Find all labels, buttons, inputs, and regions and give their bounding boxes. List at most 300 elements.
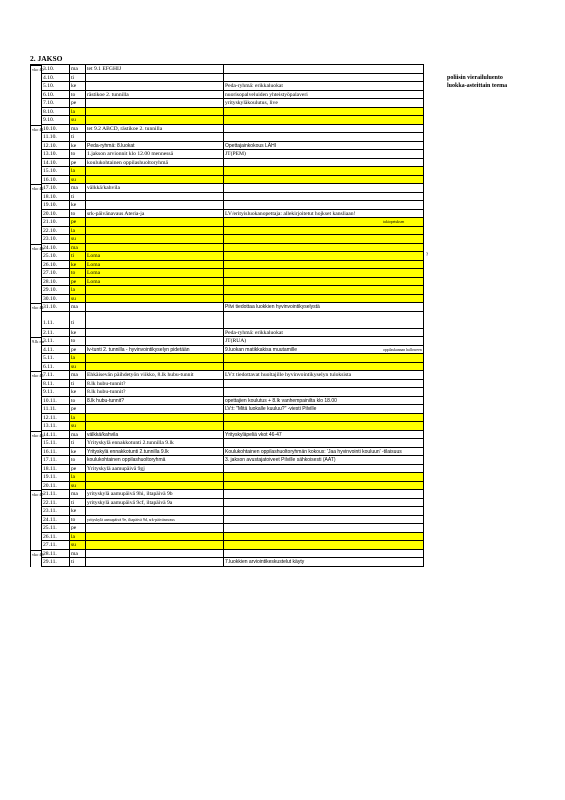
date-cell bbox=[42, 176, 70, 185]
date-cell bbox=[42, 541, 70, 550]
day-cell-text: pe bbox=[71, 346, 77, 353]
date-cell bbox=[42, 516, 70, 525]
event-cell bbox=[86, 201, 224, 210]
date-cell bbox=[42, 397, 70, 406]
note-cell bbox=[224, 167, 424, 176]
date-cell-text: 21.10. bbox=[43, 219, 57, 225]
day-cell bbox=[70, 482, 86, 491]
week-cell bbox=[31, 108, 42, 117]
day-cell-text: pe bbox=[71, 219, 77, 225]
note-cell bbox=[224, 176, 424, 185]
week-cell bbox=[31, 465, 42, 474]
day-cell bbox=[70, 269, 86, 278]
date-cell-text: 14.10. bbox=[43, 159, 57, 166]
event-cell-text: Loma bbox=[87, 278, 101, 285]
date-cell bbox=[42, 261, 70, 270]
event-cell-text: välkkä/kahvila bbox=[87, 185, 120, 191]
day-cell-text: pe bbox=[71, 278, 77, 285]
date-cell bbox=[42, 218, 70, 227]
day-cell-text: to bbox=[71, 457, 76, 463]
event-cell bbox=[86, 184, 224, 193]
date-cell bbox=[42, 380, 70, 389]
event-cell-text: 1.jakson arvionnit klo 12.00 mennessä bbox=[87, 151, 174, 157]
table-row bbox=[31, 210, 424, 219]
event-cell-text: Yrityskylä ennakkotunti 2.tunnilla 9.lk bbox=[87, 440, 174, 446]
day-cell bbox=[70, 516, 86, 525]
note-cell bbox=[224, 388, 424, 397]
table-row bbox=[31, 482, 424, 491]
date-cell bbox=[42, 524, 70, 533]
table-row bbox=[31, 405, 424, 414]
table-row bbox=[31, 371, 424, 380]
date-cell-text: 13.10. bbox=[43, 151, 57, 157]
event-cell-text: rästikoe 2. tunnilla bbox=[87, 91, 129, 98]
date-cell-text: 26.10. bbox=[43, 261, 57, 268]
day-cell-text: su bbox=[71, 482, 76, 489]
note-cell bbox=[224, 227, 424, 236]
table-row bbox=[31, 456, 424, 465]
date-cell bbox=[42, 227, 70, 236]
day-cell-text: su bbox=[71, 236, 76, 242]
event-cell bbox=[86, 252, 224, 261]
day-cell-text: su bbox=[71, 176, 76, 183]
event-cell bbox=[86, 465, 224, 474]
note-cell bbox=[224, 269, 424, 278]
day-cell-text: to bbox=[71, 270, 76, 276]
event-cell bbox=[86, 142, 224, 151]
week-cell-text: vko 46 bbox=[32, 432, 44, 438]
note-cell-text: 7.luokkien arviointikeskustelut käyty bbox=[225, 559, 305, 565]
week-cell bbox=[31, 507, 42, 516]
note-cell bbox=[224, 133, 424, 142]
week-cell bbox=[31, 541, 42, 550]
date-cell bbox=[42, 235, 70, 244]
week-cell bbox=[31, 499, 42, 508]
event-cell bbox=[86, 91, 224, 100]
event-cell bbox=[86, 82, 224, 91]
week-cell-text: vko 40 bbox=[32, 67, 44, 72]
table-row bbox=[31, 490, 424, 499]
week-cell bbox=[31, 125, 42, 134]
day-cell-text: ke bbox=[71, 142, 77, 149]
event-cell-text: Loma bbox=[87, 270, 101, 276]
table-row bbox=[31, 91, 424, 100]
event-cell bbox=[86, 176, 224, 185]
date-cell bbox=[42, 465, 70, 474]
day-cell-text: pe bbox=[71, 100, 77, 106]
day-cell bbox=[70, 337, 86, 346]
date-cell-text: 3.10. bbox=[43, 66, 55, 72]
note-cell bbox=[224, 414, 424, 423]
date-cell bbox=[42, 473, 70, 482]
table-row bbox=[31, 541, 424, 550]
day-cell bbox=[70, 499, 86, 508]
note-cell bbox=[224, 99, 424, 108]
date-cell bbox=[42, 329, 70, 338]
day-cell bbox=[70, 227, 86, 236]
note-cell bbox=[224, 116, 424, 125]
note-cell bbox=[224, 550, 424, 559]
day-cell bbox=[70, 125, 86, 134]
date-cell-text: 20.11. bbox=[43, 482, 57, 489]
event-cell bbox=[86, 363, 224, 372]
note-cell bbox=[224, 74, 424, 83]
event-cell bbox=[86, 227, 224, 236]
note-cell bbox=[224, 312, 424, 329]
event-cell bbox=[86, 278, 224, 287]
week-cell bbox=[31, 176, 42, 185]
week-cell bbox=[31, 448, 42, 457]
table-row bbox=[31, 74, 424, 83]
date-cell-text: 16.11. bbox=[43, 448, 57, 455]
week-cell bbox=[31, 91, 42, 100]
event-cell-text: Yrityskylä ennakkotunti 2.tunnilla 9.lk bbox=[87, 448, 169, 455]
event-cell bbox=[86, 346, 224, 355]
table-row bbox=[31, 533, 424, 542]
event-cell-text: 8.lk hubu-tunnit? bbox=[87, 397, 124, 404]
event-cell bbox=[86, 167, 224, 176]
day-cell bbox=[70, 210, 86, 219]
note-cell-text: Opettajainkokous LÄHI bbox=[225, 142, 277, 149]
event-cell bbox=[86, 329, 224, 338]
date-cell-text: 26.11. bbox=[43, 533, 57, 540]
date-cell-text: 20.10. bbox=[43, 210, 57, 217]
table-row bbox=[31, 184, 424, 193]
week-cell-text: vko 43 bbox=[32, 245, 44, 251]
day-cell bbox=[70, 456, 86, 465]
day-cell bbox=[70, 533, 86, 542]
day-cell-text: to bbox=[71, 151, 76, 157]
note-cell bbox=[224, 235, 424, 244]
day-cell bbox=[70, 142, 86, 151]
day-cell-text: su bbox=[71, 423, 76, 429]
date-cell-text: 22.11. bbox=[43, 499, 57, 506]
week-cell bbox=[31, 99, 42, 108]
note-cell bbox=[224, 354, 424, 363]
week-cell bbox=[31, 354, 42, 363]
day-cell bbox=[70, 252, 86, 261]
day-cell bbox=[70, 465, 86, 474]
table-row bbox=[31, 524, 424, 533]
date-cell-text: 11.10. bbox=[43, 134, 57, 140]
event-cell bbox=[86, 499, 224, 508]
date-cell bbox=[42, 278, 70, 287]
date-cell-text: 27.11. bbox=[43, 542, 57, 548]
date-cell bbox=[42, 82, 70, 91]
day-cell-text: ke bbox=[71, 261, 77, 268]
note-cell bbox=[224, 448, 424, 457]
date-cell-text: 5.11. bbox=[43, 355, 54, 361]
table-row bbox=[31, 108, 424, 117]
event-cell-text: lv-tunti 2. tunnilla - hyvinvointikyselyn pidetään bbox=[87, 346, 190, 353]
date-cell bbox=[42, 533, 70, 542]
table-row bbox=[31, 99, 424, 108]
date-cell bbox=[42, 295, 70, 304]
week-cell bbox=[31, 473, 42, 482]
note-cell-text: Koulukohtainen oppilashuoltoryhmän kokous: 'Jaa hyvinvointi kouluun' -tilaisuus bbox=[225, 448, 402, 455]
note-cell bbox=[224, 456, 424, 465]
week-cell bbox=[31, 550, 42, 559]
date-cell bbox=[42, 303, 70, 312]
day-cell-text: ma bbox=[71, 125, 78, 132]
day-cell-text: ti bbox=[71, 320, 75, 326]
day-cell-text: la bbox=[71, 355, 76, 361]
date-cell-text: 15.10. bbox=[43, 168, 57, 174]
week-cell bbox=[31, 414, 42, 423]
event-cell bbox=[86, 99, 224, 108]
day-cell bbox=[70, 184, 86, 193]
week-cell bbox=[31, 150, 42, 159]
date-cell bbox=[42, 371, 70, 380]
day-cell-text: ma bbox=[71, 244, 78, 251]
day-cell-text: ma bbox=[71, 491, 78, 497]
week-cell bbox=[31, 405, 42, 414]
date-cell-text: 10.11. bbox=[43, 397, 57, 404]
event-cell bbox=[86, 550, 224, 559]
day-cell bbox=[70, 422, 86, 431]
day-cell bbox=[70, 346, 86, 355]
week-cell bbox=[31, 533, 42, 542]
table-row bbox=[31, 193, 424, 202]
table-row bbox=[31, 235, 424, 244]
note-cell-text: 9.luokan matikkakisa muutamille bbox=[225, 346, 297, 353]
day-cell bbox=[70, 201, 86, 210]
day-cell-text: to bbox=[71, 210, 76, 217]
day-cell-text: to bbox=[71, 338, 76, 344]
day-cell-text: ma bbox=[71, 185, 78, 191]
note-cell bbox=[224, 261, 424, 270]
date-cell bbox=[42, 354, 70, 363]
date-cell bbox=[42, 269, 70, 278]
table-row bbox=[31, 473, 424, 482]
week-cell bbox=[31, 312, 42, 329]
event-cell bbox=[86, 235, 224, 244]
week-cell bbox=[31, 227, 42, 236]
table-row bbox=[31, 116, 424, 125]
table-row bbox=[31, 388, 424, 397]
event-cell bbox=[86, 354, 224, 363]
day-cell-text: la bbox=[71, 287, 76, 293]
note-cell bbox=[224, 201, 424, 210]
date-cell-text: 6.11. bbox=[43, 363, 54, 370]
week-cell-text: vko 41 bbox=[32, 126, 44, 132]
event-cell-text: Peda-ryhmä: 8.luokat bbox=[87, 142, 135, 149]
day-cell bbox=[70, 159, 86, 168]
note-cell bbox=[224, 303, 424, 312]
date-cell-text: 28.11. bbox=[43, 550, 57, 557]
schedule-table bbox=[30, 64, 429, 567]
table-row bbox=[31, 431, 424, 440]
day-cell-text: ma bbox=[71, 304, 78, 310]
table-row bbox=[31, 312, 424, 329]
table-row bbox=[31, 303, 424, 312]
week-cell bbox=[31, 252, 42, 261]
day-cell-text: la bbox=[71, 108, 76, 115]
event-cell bbox=[86, 295, 224, 304]
table-row bbox=[31, 201, 424, 210]
table-row bbox=[31, 448, 424, 457]
week-cell bbox=[31, 346, 42, 355]
note-cell bbox=[224, 499, 424, 508]
note-cell bbox=[224, 465, 424, 474]
day-cell-text: ma bbox=[71, 550, 78, 557]
event-cell bbox=[86, 303, 224, 312]
day-cell bbox=[70, 354, 86, 363]
date-cell bbox=[42, 422, 70, 431]
note-cell bbox=[224, 150, 424, 159]
note-cell-text: LV:t: "Mitä luokalle kuuluu?" -viesti Pilville bbox=[225, 406, 317, 412]
day-cell-text: ti bbox=[71, 380, 75, 387]
row-note: oppilaskunnan halloween bbox=[383, 347, 422, 352]
day-cell bbox=[70, 558, 86, 567]
week-cell bbox=[31, 193, 42, 202]
event-cell-text: 8.lk hubu-tunnit? bbox=[87, 380, 126, 387]
day-cell-text: su bbox=[71, 117, 76, 123]
note-cell bbox=[224, 286, 424, 295]
date-cell-text: 24.11. bbox=[43, 516, 57, 523]
week-cell bbox=[31, 235, 42, 244]
note-cell bbox=[224, 159, 424, 168]
day-cell-text: ti bbox=[71, 559, 75, 565]
event-cell bbox=[86, 371, 224, 380]
event-cell bbox=[86, 65, 224, 74]
note-cell-text: JT(PEM) bbox=[225, 151, 246, 157]
week-cell-text: vko 42 bbox=[32, 186, 44, 191]
week-cell bbox=[31, 490, 42, 499]
note-cell bbox=[224, 252, 424, 261]
week-cell bbox=[31, 210, 42, 219]
note-cell bbox=[224, 405, 424, 414]
day-cell-text: ke bbox=[71, 389, 77, 395]
week-cell bbox=[31, 82, 42, 91]
table-row bbox=[31, 278, 424, 287]
date-cell-text: 23.10. bbox=[43, 236, 57, 242]
week-cell bbox=[31, 218, 42, 227]
week-cell bbox=[31, 201, 42, 210]
date-cell bbox=[42, 142, 70, 151]
date-cell-text: 9.11. bbox=[43, 389, 54, 395]
event-cell-text: koulukohtainen oppilashuoltoryhmä bbox=[87, 457, 166, 463]
note-cell-text: nuorisopalveluiden yhteistyöpalaveri bbox=[225, 91, 308, 98]
event-cell bbox=[86, 388, 224, 397]
date-cell-text: 16.10. bbox=[43, 176, 57, 183]
note-cell bbox=[224, 108, 424, 117]
week-cell bbox=[31, 159, 42, 168]
date-cell bbox=[42, 91, 70, 100]
date-cell bbox=[42, 482, 70, 491]
note-cell bbox=[224, 439, 424, 448]
note-cell bbox=[224, 91, 424, 100]
date-cell-text: 2.11. bbox=[43, 329, 54, 336]
note-cell-text: Yrityskyläpeliä vkot 46-47 bbox=[225, 431, 282, 438]
event-cell-text: tet 9.2 ABCD, rästikoe 2. tunnilla bbox=[87, 125, 163, 132]
table-row bbox=[31, 354, 424, 363]
event-cell bbox=[86, 439, 224, 448]
note-cell bbox=[224, 244, 424, 253]
day-cell bbox=[70, 218, 86, 227]
week-cell bbox=[31, 371, 42, 380]
day-cell-text: ma bbox=[71, 66, 78, 72]
date-cell bbox=[42, 184, 70, 193]
note-cell bbox=[224, 82, 424, 91]
event-cell bbox=[86, 397, 224, 406]
week-cell bbox=[31, 337, 45, 346]
date-cell-text: 5.10. bbox=[43, 83, 55, 89]
note-cell-text: JT(RUA) bbox=[225, 338, 247, 344]
event-cell bbox=[86, 524, 224, 533]
note-cell bbox=[224, 397, 424, 406]
day-cell-text: ke bbox=[71, 202, 77, 208]
table-row bbox=[31, 558, 424, 567]
day-cell-text: su bbox=[71, 295, 76, 302]
date-cell bbox=[42, 159, 70, 168]
date-cell-text: 8.10. bbox=[43, 108, 55, 115]
date-cell-text: 4.11. bbox=[43, 346, 54, 353]
week-cell bbox=[31, 116, 42, 125]
date-cell-text: 12.10. bbox=[43, 142, 57, 149]
date-cell bbox=[42, 431, 70, 440]
table-row bbox=[31, 414, 424, 423]
date-cell bbox=[42, 150, 70, 159]
week-cell-text: vko 45 bbox=[32, 373, 44, 378]
date-cell bbox=[42, 346, 70, 355]
week-cell bbox=[31, 261, 42, 270]
date-cell-text: 1.11. bbox=[43, 320, 54, 326]
week-cell bbox=[31, 422, 42, 431]
date-cell-text: 29.10. bbox=[43, 287, 57, 293]
date-cell-text: 9.10. bbox=[43, 117, 55, 123]
event-cell bbox=[86, 541, 224, 550]
day-cell bbox=[70, 312, 86, 329]
date-cell bbox=[42, 116, 70, 125]
day-cell-text: ti bbox=[71, 193, 75, 200]
note-cell-text: LV:t tiedottavat huoltajille hyvinvointikyselyn tuloksista bbox=[225, 372, 352, 378]
note-cell bbox=[224, 142, 424, 151]
table-row bbox=[31, 244, 424, 253]
week-cell bbox=[31, 295, 42, 304]
date-cell-text: 28.10. bbox=[43, 278, 57, 285]
event-cell-text: 8.lk hubu-tunnit? bbox=[87, 389, 126, 395]
event-cell bbox=[86, 431, 224, 440]
week-cell bbox=[31, 269, 42, 278]
day-cell bbox=[70, 431, 86, 440]
day-cell bbox=[70, 278, 86, 287]
table-row bbox=[31, 516, 424, 525]
date-cell-text: 8.11. bbox=[43, 380, 54, 387]
day-cell bbox=[70, 244, 86, 253]
day-cell bbox=[70, 82, 86, 91]
day-cell bbox=[70, 473, 86, 482]
day-cell-text: ti bbox=[71, 440, 75, 446]
week-cell bbox=[31, 286, 42, 295]
day-cell bbox=[70, 541, 86, 550]
event-cell-text: Ehkäisevän päihdetyön viikko, 8.lk hubu-tunnit bbox=[87, 372, 194, 378]
event-cell bbox=[86, 218, 224, 227]
note-cell bbox=[224, 533, 424, 542]
week-cell bbox=[31, 524, 42, 533]
table-row bbox=[31, 329, 424, 338]
note-cell-text: Peda-ryhmä: erikkaluokat bbox=[225, 329, 283, 336]
day-cell-text: ma bbox=[71, 372, 78, 378]
day-cell-text: su bbox=[71, 363, 76, 370]
event-cell bbox=[86, 133, 224, 142]
event-cell bbox=[86, 269, 224, 278]
date-cell-text: 19.10. bbox=[43, 202, 57, 208]
date-cell bbox=[42, 201, 70, 210]
event-cell bbox=[86, 533, 224, 542]
day-cell bbox=[70, 439, 86, 448]
table-row bbox=[31, 227, 424, 236]
